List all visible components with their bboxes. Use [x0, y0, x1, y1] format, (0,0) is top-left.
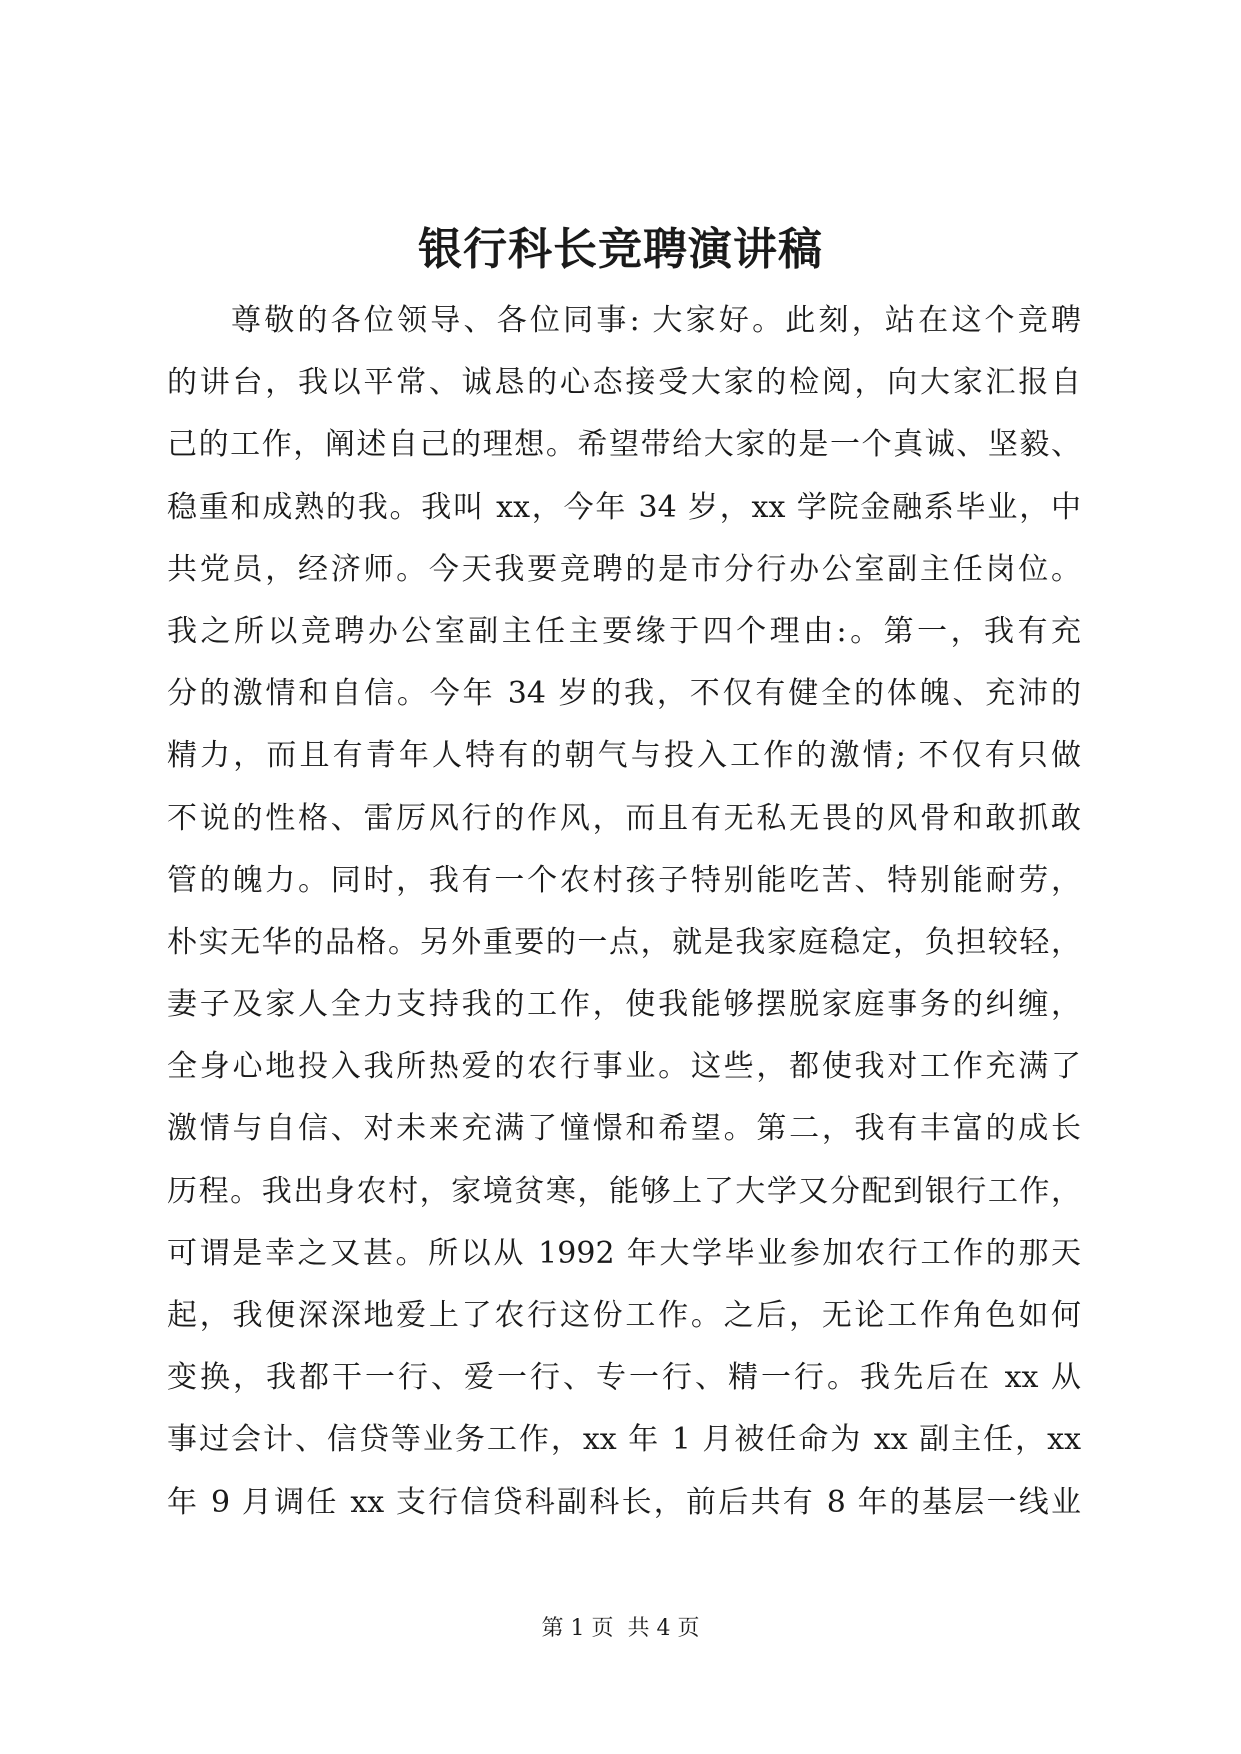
page-number: 第 1 页	[541, 1616, 614, 1641]
page-footer	[0, 1614, 1241, 1644]
page-total: 共 4 页	[627, 1616, 700, 1641]
body-line: 可谓是幸之又甚。所以从 1992 年大学毕业参加农行工作的那天	[167, 1235, 1081, 1271]
body-line: 朴实无华的品格。另外重要的一点，就是我家庭稳定，负担较轻，	[167, 924, 1081, 960]
body-line: 的讲台，我以平常、诚恳的心态接受大家的检阅，向大家汇报自	[167, 365, 1081, 401]
body-line: 事过会计、信贷等业务工作，xx 年 1 月被任命为 xx 副主任，xx	[167, 1422, 1081, 1458]
body-line: 精力，而且有青年人特有的朝气与投入工作的激情; 不仅有只做	[167, 738, 1081, 774]
body-line: 起，我便深深地爱上了农行这份工作。之后，无论工作角色如何	[167, 1298, 1081, 1333]
body-line: 全身心地投入我所热爱的农行事业。这些，都使我对工作充满了	[167, 1049, 1081, 1085]
document-title: 银行科长竞聘演讲稿	[418, 224, 823, 275]
body-line: 分的激情和自信。今年 34 岁的我，不仅有健全的体魄、充沛的	[167, 676, 1081, 712]
body-line: 年 9 月调任 xx 支行信贷科副科长，前后共有 8 年的基层一线业	[167, 1484, 1081, 1520]
document-body	[167, 290, 1081, 1534]
body-line: 管的魄力。同时，我有一个农村孩子特别能吃苦、特别能耐劳，	[167, 862, 1081, 898]
body-line: 妻子及家人全力支持我的工作，使我能够摆脱家庭事务的纠缠，	[167, 987, 1081, 1023]
footer-spacer	[614, 1616, 628, 1641]
body-line: 变换，我都干一行、爱一行、专一行、精一行。我先后在 xx 从	[167, 1360, 1081, 1396]
body-line: 不说的性格、雷厉风行的作风，而且有无私无畏的风骨和敢抓敢	[167, 800, 1081, 836]
body-line: 尊敬的各位领导、各位同事: 大家好。此刻，站在这个竞聘	[231, 303, 1081, 338]
body-line: 我之所以竞聘办公室副主任主要缘于四个理由:。第一，我有充	[167, 613, 1081, 649]
body-line: 共党员，经济师。今天我要竞聘的是市分行办公室副主任岗位。	[167, 551, 1081, 587]
body-line: 历程。我出身农村，家境贫寒，能够上了大学又分配到银行工作，	[167, 1173, 1081, 1209]
body-line: 稳重和成熟的我。我叫 xx，今年 34 岁，xx 学院金融系毕业，中	[167, 489, 1081, 525]
body-line: 己的工作，阐述自己的理想。希望带给大家的是一个真诚、坚毅、	[167, 427, 1081, 463]
body-line: 激情与自信、对未来充满了憧憬和希望。第二，我有丰富的成长	[167, 1111, 1081, 1147]
